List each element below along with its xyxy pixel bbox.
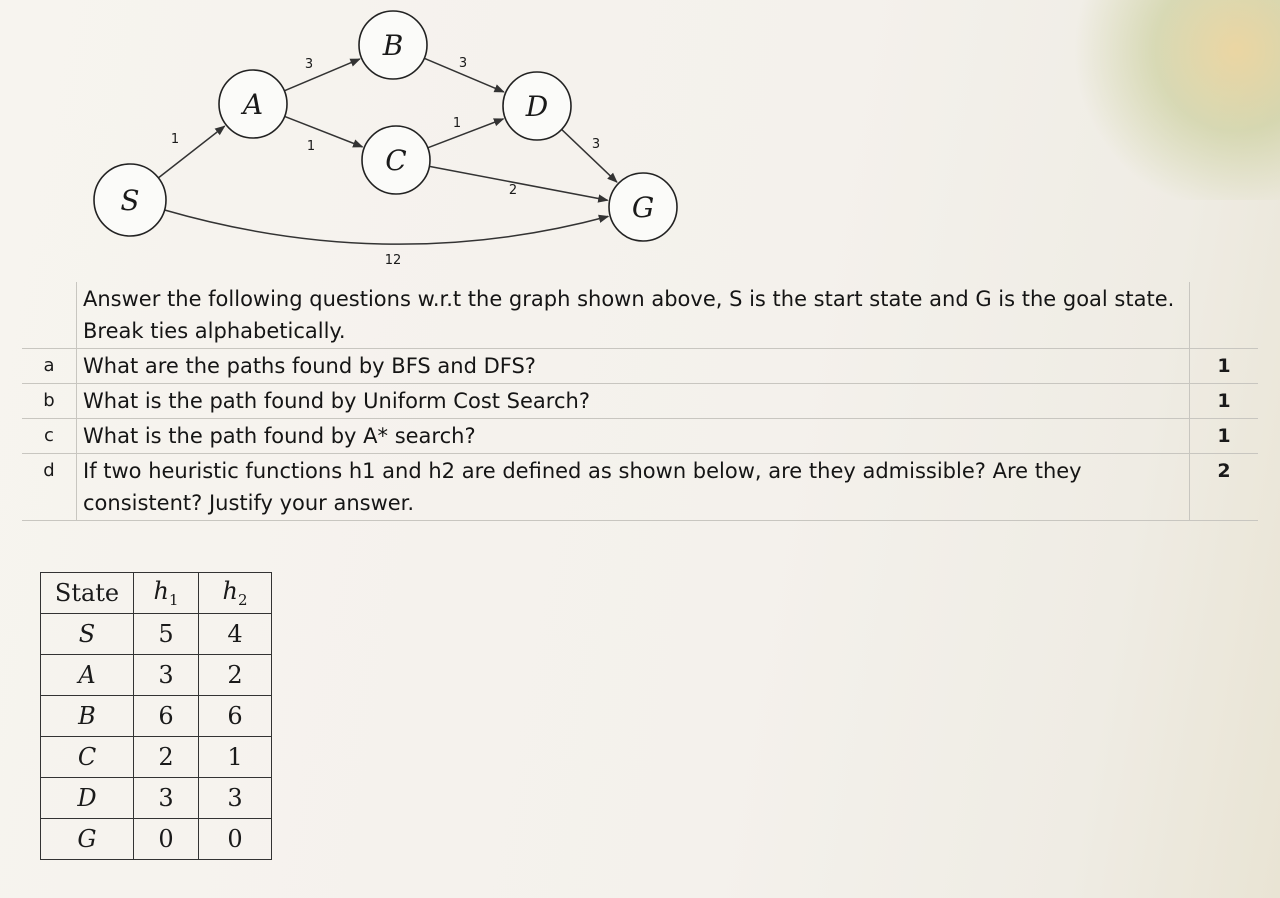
node-g (609, 173, 677, 241)
intro-text: Answer the following questions w.r.t the graph shown above, S is the start state and G is the goal state. Break ties alphabetically. (77, 282, 1190, 349)
h2-cell: 6 (199, 696, 272, 737)
question-letter: c (22, 419, 77, 454)
question-marks: 2 (1190, 454, 1259, 521)
question-row-b (22, 384, 1258, 419)
state-cell: G (41, 819, 134, 860)
node-label: D (525, 90, 549, 123)
state-cell: D (41, 778, 134, 819)
edge-a-c (285, 116, 363, 154)
intro-letter-cell (22, 282, 77, 349)
edge-s-g (165, 210, 609, 268)
intro-row (22, 282, 1258, 349)
question-letter: b (22, 384, 77, 419)
state-cell: A (41, 655, 134, 696)
edge-cost-label: 3 (458, 56, 468, 71)
node-label: A (242, 88, 264, 121)
node-label: B (382, 29, 404, 62)
edge-cost-label: 3 (304, 57, 314, 72)
question-text: What are the paths found by BFS and DFS? (77, 349, 1190, 384)
edge-line (285, 116, 363, 146)
question-text: What is the path found by A* search? (77, 419, 1190, 454)
h1-cell: 3 (134, 778, 199, 819)
node-label: S (120, 184, 140, 217)
heuristic-header-row (41, 573, 272, 614)
h2-header: $h_2$ (199, 573, 272, 614)
question-letter: a (22, 349, 77, 384)
heuristic-row (41, 819, 272, 860)
question-text: What is the path found by Uniform Cost Search? (77, 384, 1190, 419)
edge-cost-label: 2 (508, 183, 518, 198)
edge-line (428, 119, 504, 148)
edge-cost-label: 1 (170, 132, 180, 147)
edge-c-d (428, 116, 504, 148)
h2-cell: 3 (199, 778, 272, 819)
edge-cost-label: 1 (306, 139, 316, 154)
node-d (503, 72, 571, 140)
nodes-layer (94, 11, 677, 241)
heuristic-row (41, 778, 272, 819)
question-row-d (22, 454, 1258, 521)
question-marks: 1 (1190, 349, 1259, 384)
question-row-a (22, 349, 1258, 384)
question-marks: 1 (1190, 419, 1259, 454)
edge-cost-label: 1 (452, 116, 462, 131)
heuristic-table (40, 572, 272, 860)
intro-marks-cell (1190, 282, 1259, 349)
node-label: C (385, 144, 407, 177)
heuristic-row (41, 614, 272, 655)
node-label: G (631, 191, 655, 224)
edge-d-g (562, 129, 617, 182)
edge-cost-label: 12 (384, 253, 402, 268)
h1-cell: 2 (134, 737, 199, 778)
heuristic-row (41, 737, 272, 778)
state-graph (0, 0, 760, 280)
h2-cell: 4 (199, 614, 272, 655)
node-b (359, 11, 427, 79)
photo-glare (1060, 0, 1280, 200)
edge-line (158, 126, 224, 178)
question-marks: 1 (1190, 384, 1259, 419)
state-cell: B (41, 696, 134, 737)
state-header: State (41, 573, 134, 614)
edge-line (284, 59, 359, 91)
heuristic-row (41, 696, 272, 737)
h2-cell: 0 (199, 819, 272, 860)
question-text: If two heuristic functions h1 and h2 are defined as shown below, are they admissible? Are they consistent? Justify your answer. (77, 454, 1190, 521)
edge-a-b (284, 57, 359, 91)
edge-line (429, 166, 607, 200)
node-c (362, 126, 430, 194)
node-a (219, 70, 287, 138)
h1-cell: 6 (134, 696, 199, 737)
h1-cell: 5 (134, 614, 199, 655)
edge-line (562, 129, 617, 182)
heuristic-row (41, 655, 272, 696)
h1-header: $h_1$ (134, 573, 199, 614)
edge-line (165, 210, 609, 244)
state-cell: S (41, 614, 134, 655)
state-cell: C (41, 737, 134, 778)
node-s (94, 164, 166, 236)
edge-b-d (424, 56, 504, 92)
h1-cell: 3 (134, 655, 199, 696)
h1-cell: 0 (134, 819, 199, 860)
h2-cell: 2 (199, 655, 272, 696)
h2-cell: 1 (199, 737, 272, 778)
question-letter: d (22, 454, 77, 521)
question-row-c (22, 419, 1258, 454)
edge-cost-label: 3 (591, 137, 601, 152)
edge-c-g (429, 166, 607, 200)
edge-s-a (158, 126, 224, 178)
questions-table (22, 282, 1258, 521)
